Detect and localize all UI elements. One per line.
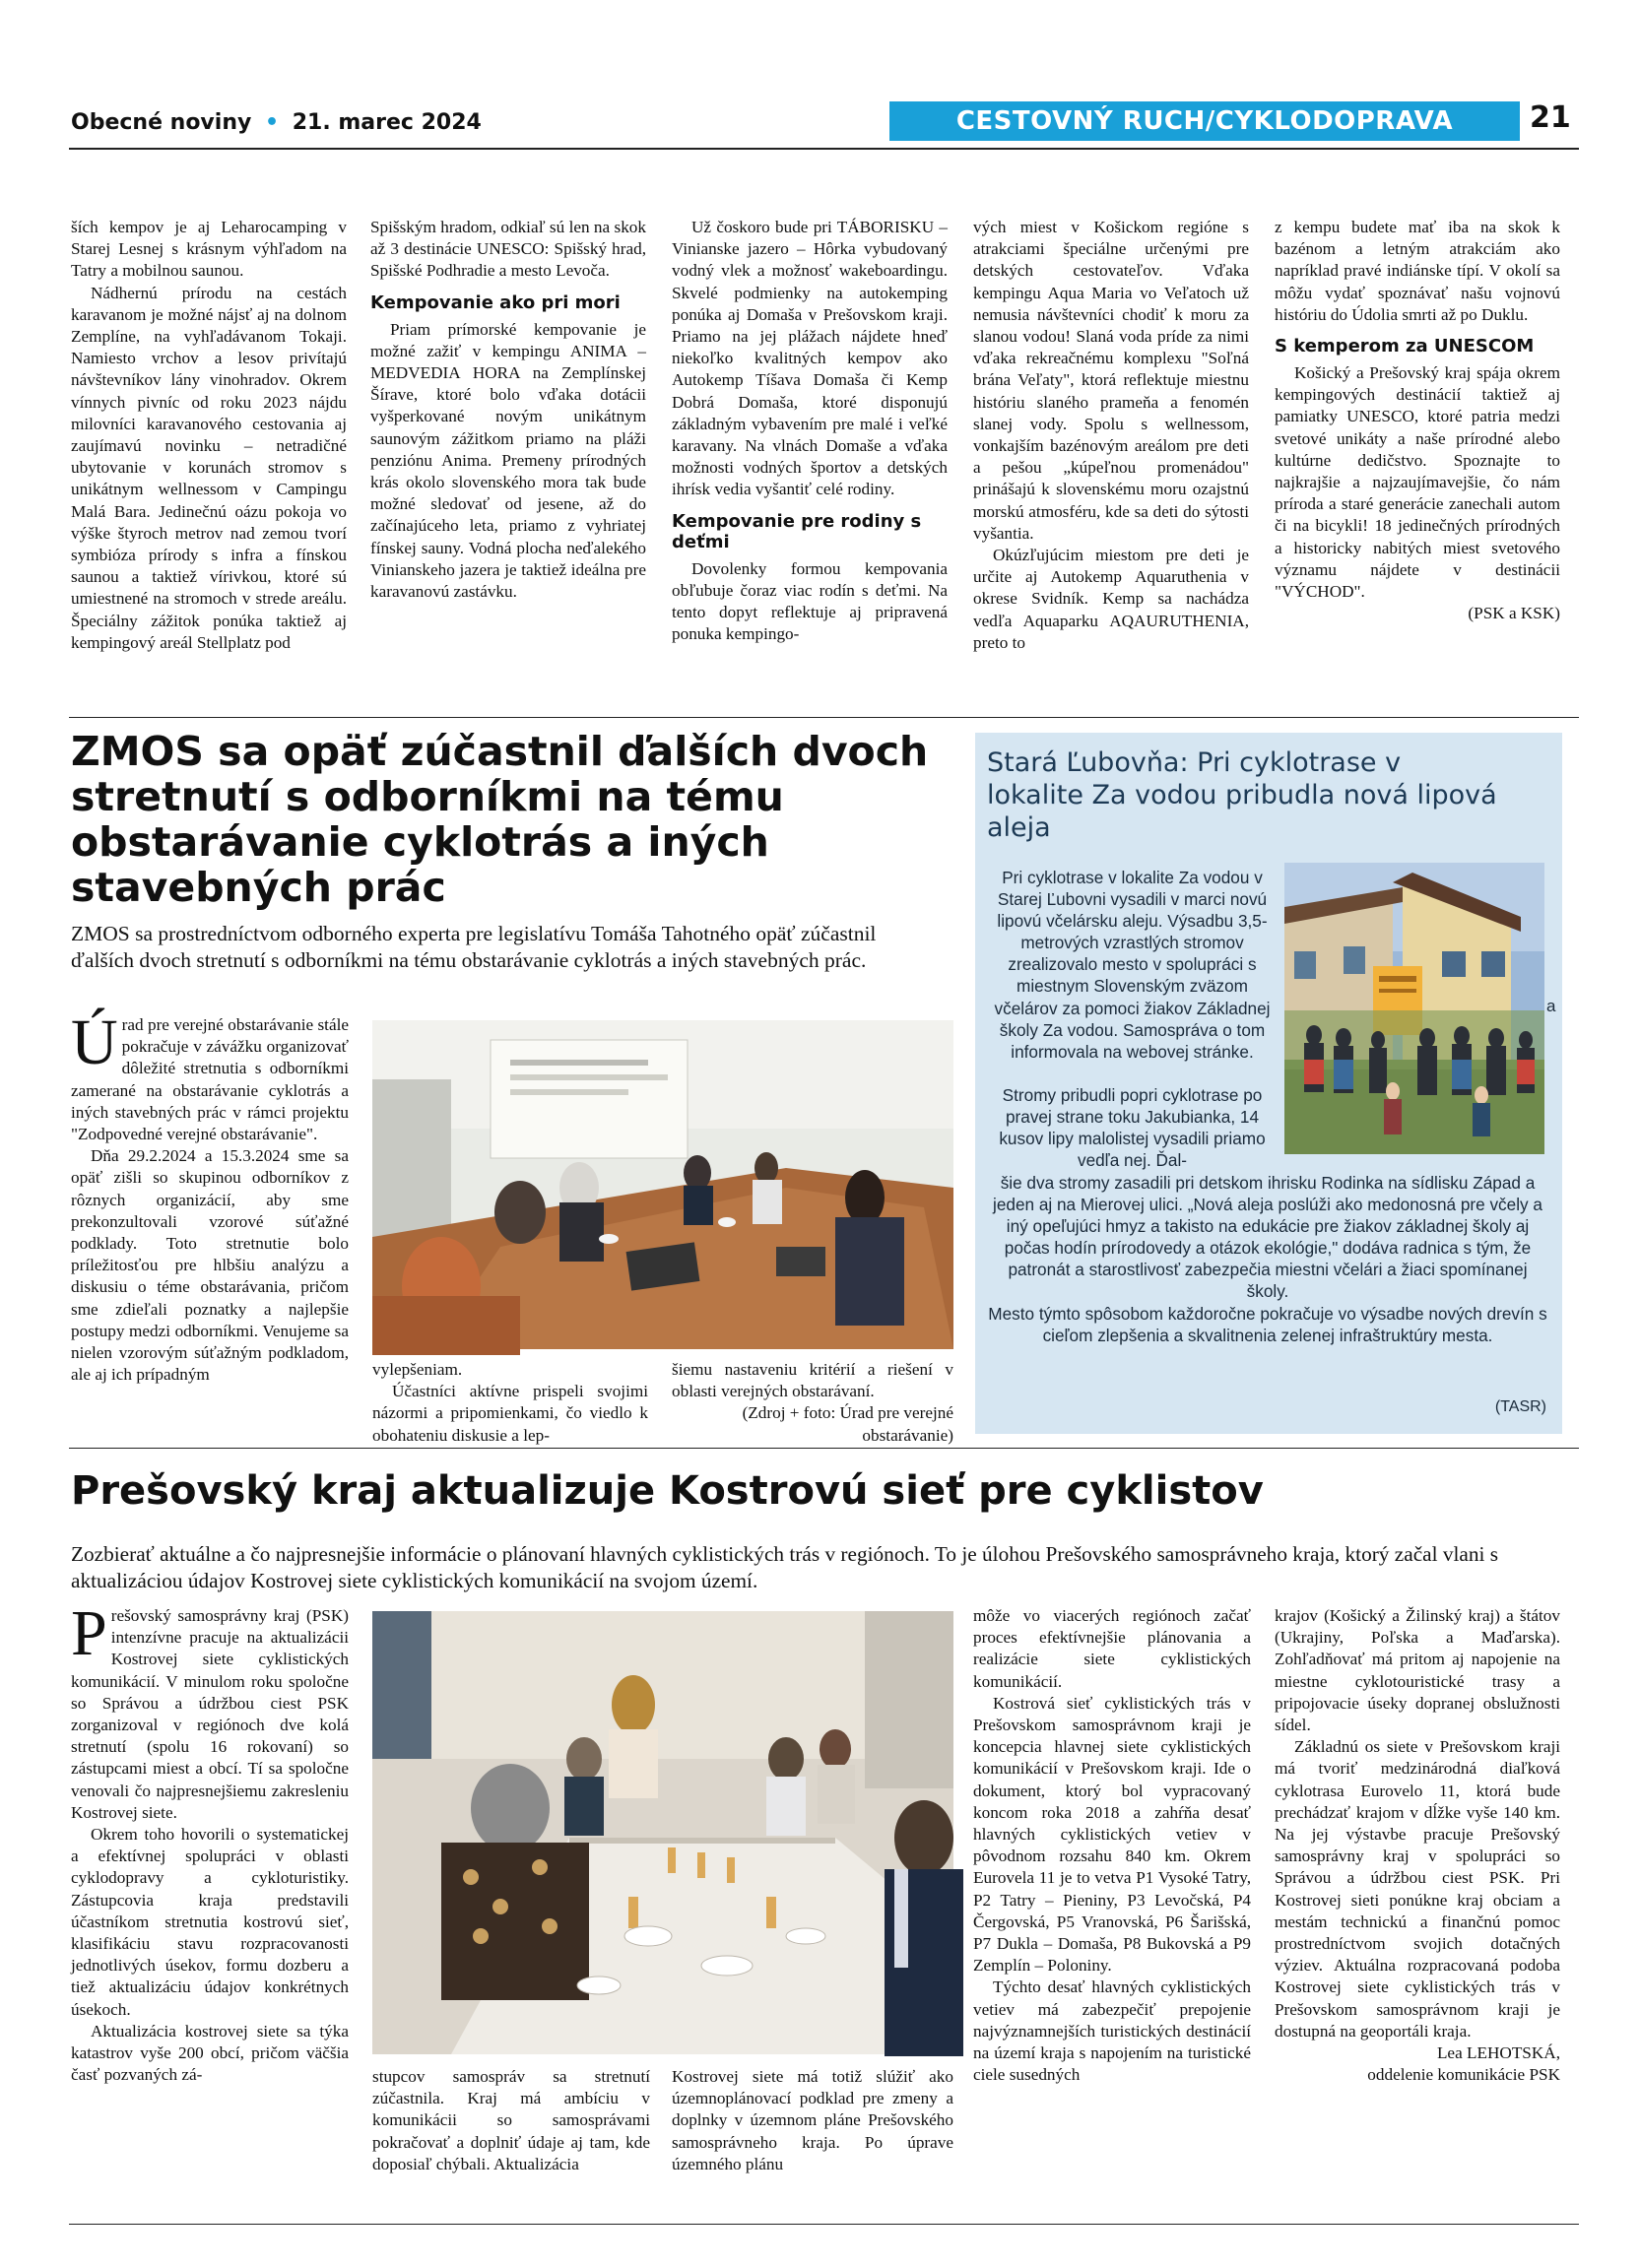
paragraph: Prešovský samosprávny kraj (PSK) intenzívne pracuje na aktualizácii Kostrovej siete cyklistických komunikácií. V minulom roku spoločne so Správou a údržbou ciest PSK zorganizoval v regiónoch dve kolá stretnutí (spolu 16 rokovaní) so zástupcami miest a obcí. Tí sa spoločne venovali čo najpresnejšiemu zakresleniu Kostrovej siete.	[71, 1597, 349, 1822]
paragraph: vylepšeniam.	[372, 1360, 463, 1379]
paragraph: Aktualizácia kostrovej siete sa týka katastrov vyše 200 obcí, pričom väčšia časť pozvaných zá-	[71, 2021, 349, 2085]
author-name: Lea LEHOTSKÁ,	[1436, 2043, 1560, 2063]
sidebar-stray-character: a	[1546, 997, 1556, 1015]
sidebar-headline: Stará Ľubovňa: Pri cyklotrase v lokalite Za vodou pribudla nová lipová aleja	[987, 747, 1497, 843]
paragraph: krajov (Košický a Žilinský kraj) a štátov (Ukrajiny, Poľska a Maďarska). Zohľadňovať má pritom aj napojenie na miestne cyklotouristické trasy a pripojovacie úseky dopranej obslužnosti sídel.	[1275, 1606, 1560, 1735]
paragraph: Účastníci aktívne prispeli svojimi názormi a pripomienkami, čo viedlo k obohateniu diskusie a lep-	[372, 1382, 648, 1445]
paragraph: Mesto týmto spôsobom každoročne pokračuje vo výsadbe nových drevín s cieľom zlepšenia a skvalitnenia zelenej infraštruktúry mesta.	[988, 1303, 1547, 1345]
zmos-headline: ZMOS sa opäť zúčastnil ďalších dvoch stretnutí s odborníkmi na tému obstarávanie cyklotrás a iných stavebných prác	[71, 728, 929, 911]
top-article-column-1	[71, 217, 347, 707]
sidebar-text-column: Pri cyklotrase v lokalite Za vodou v Starej Ľubovni vysadili v marci novú lipovú včelársku aleju. Výsadbu 3,5-metrových vzrastlých stromov zrealizovalo mesto v spolupráci s miestnym Slovenským zväzom včelárov za pomoci žiakov Základnej školy Za vodou. Samospráva o tom informovala na webovej stránke.	[994, 868, 1271, 1062]
top-article-column-5	[1275, 217, 1560, 707]
paragraph: stupcov samospráv sa stretnutí zúčastnila. Kraj má ambíciu v komunikácii so samosprávami pokračovať a doplniť údaje aj tam, kde doposiaľ chýbali. Aktualizácia	[372, 2067, 650, 2173]
sidebar-text-full	[987, 1172, 1548, 1346]
presov-column-1	[71, 1597, 349, 2216]
presov-column-4	[973, 1605, 1251, 2216]
article-signature: (PSK a KSK)	[1468, 604, 1560, 623]
author-role: oddelenie komunikácie PSK	[1367, 2065, 1560, 2085]
paragraph: Spišským hradom, odkiaľ sú len na skok až 3 destinácie UNESCO: Spišský hrad, Spišské Podhradie a mesto Levoča.	[370, 218, 646, 281]
paragraph: Dovolenky formou kempovania obľubuje čoraz viac rodín s deťmi. Na tento dopyt reflektuje aj pripravená ponuka kempingo-	[672, 558, 948, 644]
masthead	[71, 110, 482, 135]
drop-cap: Ú	[71, 1006, 118, 1078]
section-divider	[69, 1448, 1579, 1449]
publication-name: Obecné noviny	[71, 110, 252, 135]
top-article-column-2	[370, 217, 646, 707]
zmos-column-1	[71, 1006, 349, 1428]
zmos-column-3	[672, 1359, 953, 1445]
presov-column-3	[672, 2066, 953, 2214]
paragraph: Kostrovej siete má totiž slúžiť ako územnoplánovací podklad pre zmeny a doplnky v územnom pláne Prešovského samosprávneho kraja. Po úprave územného plánu	[672, 2067, 953, 2173]
paragraph: Nádhernú prírodu na cestách karavanom je možné nájsť aj na dolnom Zemplíne, na vyhľadávanom Tokaji. Namiesto vrchov a lesov privítajú návštevníkov lány vinohradov. Okrem vínnych pivníc od roku 2023 nájdu milovníci karavanového cestovania aj zaujímavú novinku – netradičné ubytovanie v korunách stromov s unikátnym wellnessom v Campingu Malá Bara. Jedinečnú oázu pokoja vo výške štyroch metrov nad zemou tvorí symbióza prírody s infra a fínskou saunou a taktiež vírivkou, ktoré sú umiestnené na stromoch v strede areálu. Špeciálny zážitok ponúka taktiež aj kempingový areál Stellplatz pod	[71, 283, 347, 652]
zmos-lead: ZMOS sa prostredníctvom odborného experta pre legislatívu Tomáša Tahotného opäť zúčastnil ďalších dvoch stretnutí s odborníkmi na tému obstarávanie cyklotrás a iných stavebných prác.	[71, 922, 877, 972]
paragraph: ších kempov je aj Leharocamping v Starej Lesnej s krásnym výhľadom na Tatry a mobilnou saunou.	[71, 218, 347, 281]
paragraph: šie dva stromy zasadili pri detskom ihrisku Rodinka na sídlisku Západ a jeden aj na Mierovej ulici. „Nová aleja poslúži ako medonosná pre včely a iný opeľujúci hmyz a takisto na edukácie pre žiakov základnej školy aj počas hodín prírodovedy a otázok ekológie," dodáva radnica s tým, že patronát a starostlivosť zabezpečia miestni včelári a žiaci spomínanej školy.	[993, 1173, 1542, 1302]
zmos-column-2	[372, 1359, 648, 1445]
section-label-box	[889, 101, 1520, 141]
top-article-column-3	[672, 217, 948, 707]
sidebar-signature: (TASR)	[1494, 1398, 1546, 1415]
presov-headline: Prešovský kraj aktualizuje Kostrovú sieť pre cyklistov	[71, 1468, 1264, 1514]
paragraph: môže vo viacerých regiónoch začať proces efektívnejšie plánovania a realizácie siete cyklistických komunikácií.	[973, 1606, 1251, 1691]
paragraph: Kostrová sieť cyklistických trás v Prešovskom samosprávnom kraji je koncepcia hlavnej siete cyklistických komunikácií v Prešovskom kraji. Ide o dokument, ktorý bol vypracovaný koncom roka 2018 a zahŕňa desať hlavných cyklistických vetiev v pôvodnom rozsahu 840 km. Okrem Eurovela 11 je to vetva P1 Vysoké Tatry, P2 Tatry – Pieniny, P3 Levočská, P4 Čergovská, P5 Vranovská, P6 Šarišská, P7 Dukla – Domaša, P8 Bukovská a P9 Zemplín – Poloniny.	[973, 1693, 1251, 1976]
paragraph: vých miest v Košickom regióne s atrakciami špeciálne určenými pre detských cestovateľov. Vďaka kempingu Aqua Maria vo Veľatoch už nemusia návštevníci chodiť k moru za slanou vodou! Slaná voda príde za nimi vďaka rekreačnému komplexu "Soľná brána Veľaty", ktorá reflektuje miestnu históriu slaného prameňa a fenomén slanej vody. Spolu s wellnessom, vonkajším bazénovým areálom pre deti a pešou „kúpeľnou promenádou" prinášajú k slovenskému moru ozajstnú morskú atmosféru, kde sa deti do sýtosti vyšantia.	[973, 218, 1249, 543]
paragraph: šiemu nastaveniu kritérií a riešení v oblasti verejných obstarávaní.	[672, 1360, 953, 1401]
paragraph: Priam prímorské kempovanie je možné zažiť v kempingu ANIMA – MEDVEDIA HORA na Zemplínskej Šírave, ktoré bolo vďaka dotácii vyšperkované novým unikátnym saunovým zážitkom priamo na pláži penziónu Anima. Premeny prírodných krás okolo slovenského mora tak bude možné sledovať od jesene, až do začínajúceho leta, priamo z vyhriatej fínskej sauny. Vodná plocha neďalekého Vinianskeho jazera je taktiež ideálna pre karavanovú zastávku.	[370, 319, 646, 602]
paragraph: Už čoskoro bude pri TÁBORISKU – Vinianske jazero – Hôrka vybudovaný vodný vlek a možnosť wakeboardingu. Skvelé podmienky na autokemping ponúka aj Domaša v Prešovskom kraji. Priamo na jej plážach nájdete hneď niekoľko kvalitných kempov ako Autokemp Tíšava Domaša či Kemp Dobrá Domaša, ktoré disponujú základným vybavením pre malé i veľké karavany. Na vlnách Domaše a vďaka možnosti vodných športov a detských ihrísk vedia vyšantiť celé rodiny.	[672, 218, 948, 499]
zmos-meeting-photo	[372, 1020, 953, 1349]
tree-planting-photo	[1284, 863, 1544, 1154]
footer-rule	[69, 2224, 1579, 2225]
section-divider	[69, 717, 1579, 718]
top-article-column-4	[973, 217, 1249, 707]
presov-column-2	[372, 2066, 650, 2214]
paragraph: Týchto desať hlavných cyklistických vetiev má zabezpečiť prepojenie najvýznamnejších turistických destinácií na území kraja s napojením na turistické ciele susedných	[973, 1977, 1251, 2085]
page-number: 21	[1530, 100, 1571, 135]
header-rule	[69, 148, 1579, 150]
sidebar-text-column-2: Stromy pribudli popri cyklotrase po pravej strane toku Jakubianka, 14 kusov lipy malolistej vysadili priamo vedľa nej. Ďal-	[999, 1085, 1266, 1171]
paragraph: Košický a Prešovský kraj spája okrem kempingových destinácií taktiež aj pamiatky UNESCO, ktoré patria medzi svetové unikáty a naše prírodné alebo kultúrne dedičstvo. Spoznajte to najkrajšie a najzaujímavejšie, čo nám príroda a staré generácie zanechali autom či na bicykli! 18 jedinečných prírodných a historicky nabitých miest svetového významu nájdete v destinácii "VÝCHOD".	[1275, 363, 1560, 602]
paragraph: Okúzľujúcim miestom pre deti je určite aj Autokemp Aquaruthenia v okrese Svidník. Kemp sa nachádza vedľa Aquaparku AQAURUTHENIA, preto to	[973, 546, 1249, 652]
paragraph: Dňa 29.2.2024 a 15.3.2024 sme sa opäť zišli so skupinou odborníkov z rôznych organizácií, aby sme prekonzultovali vzorové súťažné podklady. Toto stretnutie bolo príležitosťou pre hlbšiu analýzu a diskusiu o téme obstarávania, pričom sme zdieľali poznatky a najlepšie postupy medzi odborníkmi. Venujeme sa nielen vzorovým súťažným podkladom, ale aj ich prípadným	[71, 1146, 349, 1385]
photo-credit: (Zdroj + foto: Úrad pre verejné obstarávanie)	[742, 1403, 953, 1445]
section-label: CESTOVNÝ RUCH/CYKLODOPRAVA	[955, 106, 1454, 136]
header-bullet: •	[265, 110, 280, 135]
paragraph: Okrem toho hovorili o systematickej a efektívnej spolupráci v oblasti cyklodopravy a cykloturistiky. Zástupcovia kraja predstavili účastníkom stretnutia kostrovú sieť, klasifikáciu stavu rozpracovanosti jednotlivých úsekov, formu dozberu a tiež aktualizáciu údajov konkrétnych úsekoch.	[71, 1825, 349, 2019]
presov-meeting-photo	[372, 1611, 953, 2054]
drop-cap: P	[71, 1597, 107, 1669]
paragraph: z kempu budete mať iba na skok k bazénom a letným atrakciám ako napríklad pravé indiánske típí. V okolí sa môžu vydať spoznávať našu vojnovú históriu do Údolia smrti až po Duklu.	[1275, 218, 1560, 324]
presov-lead: Zozbierať aktuálne a čo najpresnejšie informácie o plánovaní hlavných cyklistických trás v regiónoch. To je úlohou Prešovského samosprávneho kraja, ktorý začal vlani s aktualizáciou údajov Kostrovej siete cyklistických komunikácií na svojom území.	[71, 1542, 1499, 1592]
presov-column-5	[1275, 1605, 1560, 2216]
paragraph: Úrad pre verejné obstarávanie stále pokračuje v závážku organizovať dôležité stretnutia s odborníkmi zamerané na obstarávanie cyklotrás a iných stavebných prác v rámci projektu "Zodpovedné verejné obstarávanie".	[71, 1006, 349, 1144]
paragraph: Základnú os siete v Prešovskom kraji má tvoriť medzinárodná diaľková cyklotrasa Eurovelo 11, ktorá bude prechádzať krajom v dĺžke vyše 140 km. Na jej výstavbe pracuje Prešovský samosprávny kraj v spolupráci so Správou a údržbou ciest PSK. Pri Kostrovej sieti ponúkne kraj obciam a mestám technickú a finančnú pomoc prostredníctvom svojich dotačných výziev. Aktuálna rozpracovaná podoba Kostrovej siete cyklistických trás v Prešovskom samosprávnom kraji je dostupná na geoportáli kraja.	[1275, 1737, 1560, 2041]
subheading: Kempovanie pre rodiny s deťmi	[672, 510, 922, 552]
subheading: S kemperom za UNESCOM	[1275, 336, 1535, 357]
subheading: Kempovanie ako pri mori	[370, 292, 621, 313]
issue-date: 21. marec 2024	[292, 110, 482, 135]
